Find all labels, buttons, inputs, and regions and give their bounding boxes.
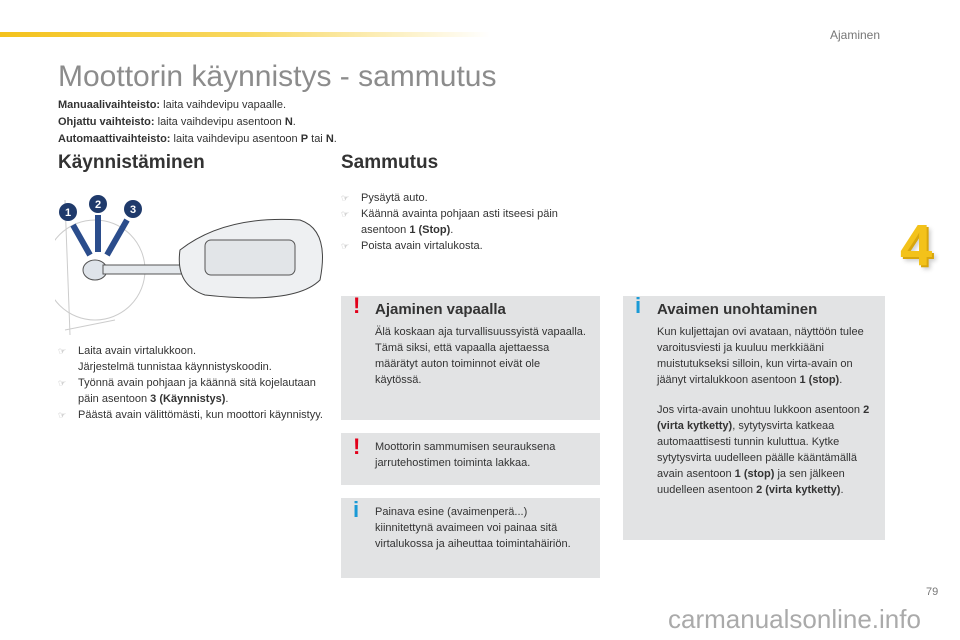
pointer-bullet-icon: ☞ xyxy=(58,378,67,388)
intro-line: Automaattivaihteisto: laita vaihdevipu asentoon P tai N. xyxy=(58,133,337,145)
info-icon: i xyxy=(353,497,360,522)
stop-steps xyxy=(341,190,601,254)
list-item: ☞ Käännä avainta pohjaan asti itseesi päin asentoon 1 (Stop). xyxy=(341,208,558,236)
warning-icon: ! xyxy=(353,434,361,459)
info-icon: i xyxy=(635,293,642,318)
callout-2 xyxy=(89,195,107,213)
intro-line: Manuaalivaihteisto: laita vaihdevipu vapaalle. xyxy=(58,99,287,111)
watermark: carmanualsonline.info xyxy=(668,604,921,634)
svg-text:2: 2 xyxy=(94,199,102,211)
stop-heading: Sammutus xyxy=(341,152,439,173)
key-ignition-illustration xyxy=(55,190,335,340)
page-number: 79 xyxy=(926,586,939,598)
pointer-bullet-icon: ☞ xyxy=(341,193,350,203)
svg-text:3: 3 xyxy=(129,204,137,216)
start-heading: Käynnistäminen xyxy=(58,152,205,173)
pointer-bullet-icon: ☞ xyxy=(58,410,67,420)
callout-3 xyxy=(124,200,142,218)
list-item: ☞ Työnnä avain pohjaan ja käännä sitä kojelautaan päin asentoon 3 (Käynnistys). xyxy=(58,377,316,405)
info-box-forgotten-key: i Avaimen unohtaminen Kun kuljettajan ovi avataan, näyttöön tulee varoitusviesti ja kuuluu merkkiääni muistutukseksi silloin, kun virta-avain on jäänyt virtalukkoon asentoon 1 (stop). Jos virta-avain unohtuu lukkoon asentoon 2 (virta kytketty), sytytysvirta katkeaa automaattisesti tunnin kuluttua. Kytke sytytysvirta uudelleen päälle kääntämällä avain asentoon 1 (stop) ja sen jälkeen uudelleen asentoon 2 (virta kytketty). xyxy=(623,296,885,540)
pointer-bullet-icon: ☞ xyxy=(341,209,350,219)
header-accent-bar xyxy=(0,32,490,37)
start-steps xyxy=(58,343,328,423)
list-item: ☞ Laita avain virtalukkoon. Järjestelmä tunnistaa käynnistyskoodin. xyxy=(58,345,272,373)
warning-icon: ! xyxy=(353,293,361,318)
info-box-heavy-keyring: i Painava esine (avaimenperä...) kiinnitettynä avaimeen voi painaa sitä virtalukossa ja aiheuttaa toimintahäiriön. xyxy=(341,498,600,578)
warning-box-neutral-driving: ! Ajaminen vapaalla Älä koskaan aja turvallisuussyistä vapaalla. Tämä siksi, että vapaalla ajettaessa määrätyt auton toiminnot eivät ole käytössä. xyxy=(341,296,600,420)
callout-1 xyxy=(59,203,77,221)
intro xyxy=(58,97,337,148)
svg-text:1: 1 xyxy=(64,207,72,219)
intro-line: Ohjattu vaihteisto: laita vaihdevipu asentoon N. xyxy=(58,116,296,128)
pointer-bullet-icon: ☞ xyxy=(341,241,350,251)
chapter-number: 4 xyxy=(900,213,933,278)
pointer-bullet-icon: ☞ xyxy=(58,346,67,356)
page-title: Moottorin käynnistys - sammutus xyxy=(58,60,497,93)
list-item: ☞ Päästä avain välittömästi, kun moottori käynnistyy. xyxy=(58,409,323,421)
warning-box-brake-assist: ! Moottorin sammumisen seurauksena jarrutehostimen toiminta lakkaa. xyxy=(341,433,600,485)
section-title: Ajaminen xyxy=(830,28,881,42)
list-item: ☞ Poista avain virtalukosta. xyxy=(341,240,483,252)
list-item: ☞ Pysäytä auto. xyxy=(341,192,428,204)
